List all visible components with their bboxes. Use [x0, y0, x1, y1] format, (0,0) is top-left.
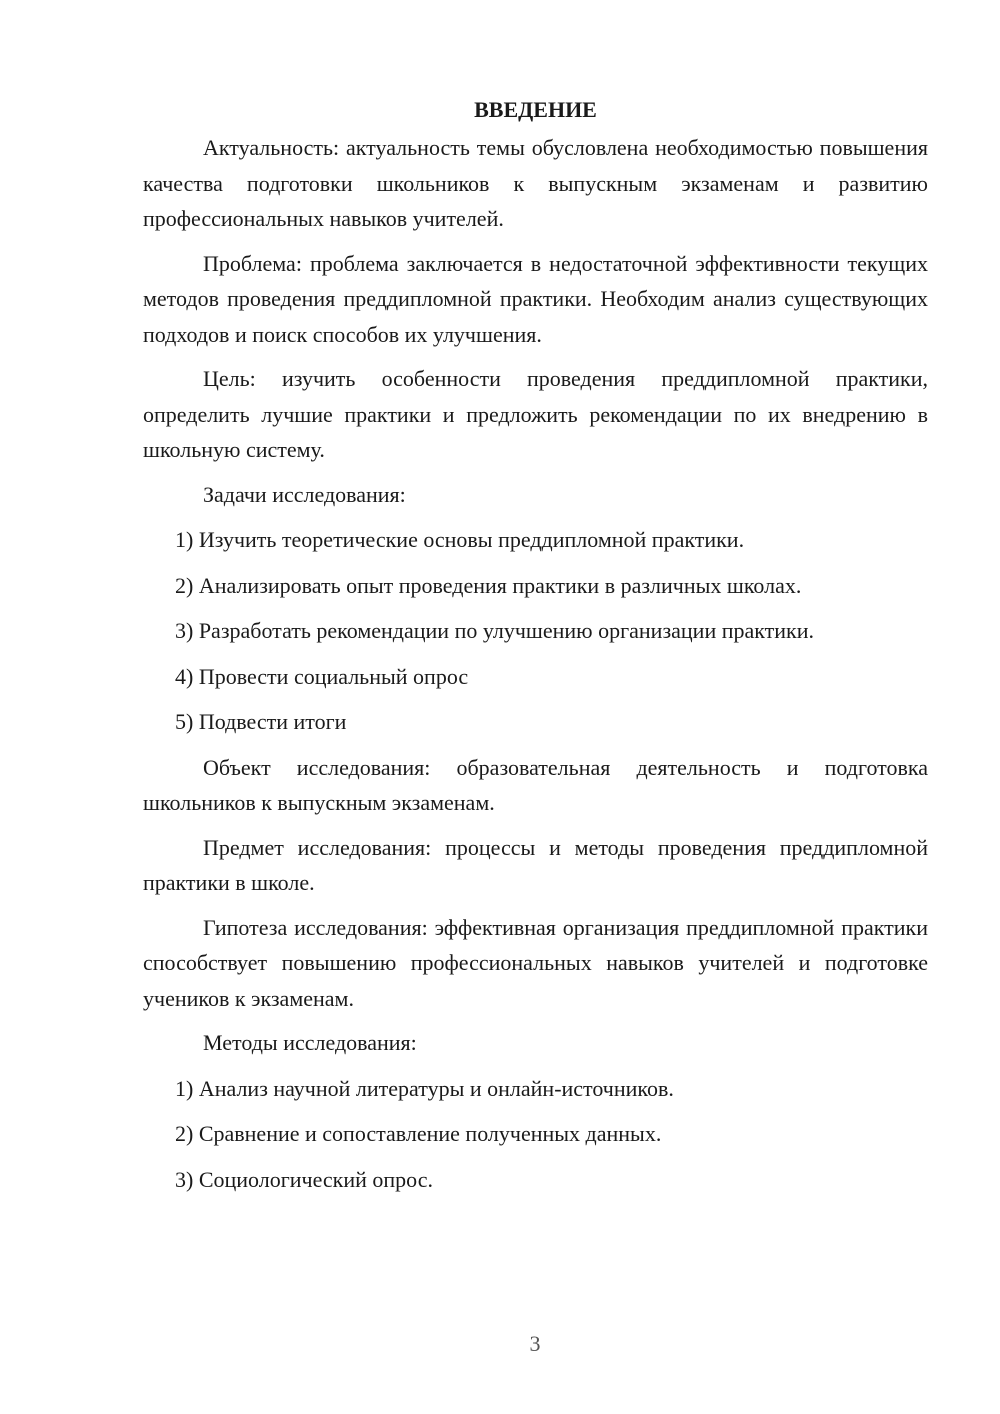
page-number: 3 — [529, 1331, 541, 1356]
methods-list — [143, 1071, 928, 1198]
subject-paragraph: Предмет исследования: процессы и методы проведения преддипломной практики в школе. — [143, 834, 928, 895]
method-item: 3) Социологический опрос. — [175, 1166, 433, 1192]
page-title: ВВЕДЕНИЕ — [474, 97, 597, 122]
task-item: 2) Анализировать опыт проведения практики в различных школах. — [175, 572, 802, 598]
goal-paragraph: Цель: изучить особенности проведения преддипломной практики, определить лучшие практики и предложить рекомендации по их внедрению в школьную систему. — [143, 366, 928, 462]
hypothesis-paragraph: Гипотеза исследования: эффективная организация преддипломной практики способствует повышению профессиональных навыков учителей и подготовке учеников к экзаменам. — [143, 914, 928, 1011]
object-paragraph: Объект исследования: образовательная деятельность и подготовка школьников к выпускным экзаменам. — [143, 754, 928, 815]
task-item: 5) Подвести итоги — [175, 709, 347, 734]
task-item: 1) Изучить теоретические основы преддипломной практики. — [175, 527, 745, 552]
tasks-list — [143, 522, 928, 740]
method-item: 2) Сравнение и сопоставление полученных данных. — [175, 1121, 662, 1146]
method-item: 1) Анализ научной литературы и онлайн-источников. — [175, 1075, 674, 1101]
document-page — [143, 92, 928, 1207]
problem-paragraph: Проблема: проблема заключается в недостаточной эффективности текущих методов проведения преддипломной практики. Необходим анализ существующих подходов и поиск способов их улучшения. — [143, 250, 928, 347]
task-item: 4) Провести социальный опрос — [175, 663, 469, 689]
task-item: 3) Разработать рекомендации по улучшению организации практики. — [175, 618, 814, 643]
relevance-paragraph: Актуальность: актуальность темы обусловлена необходимостью повышения качества подготовки школьников к выпускным экзаменам и развитию профессиональных навыков учителей. — [143, 135, 928, 231]
methods-label: Методы исследования: — [203, 1030, 417, 1055]
tasks-label: Задачи исследования: — [203, 481, 406, 507]
